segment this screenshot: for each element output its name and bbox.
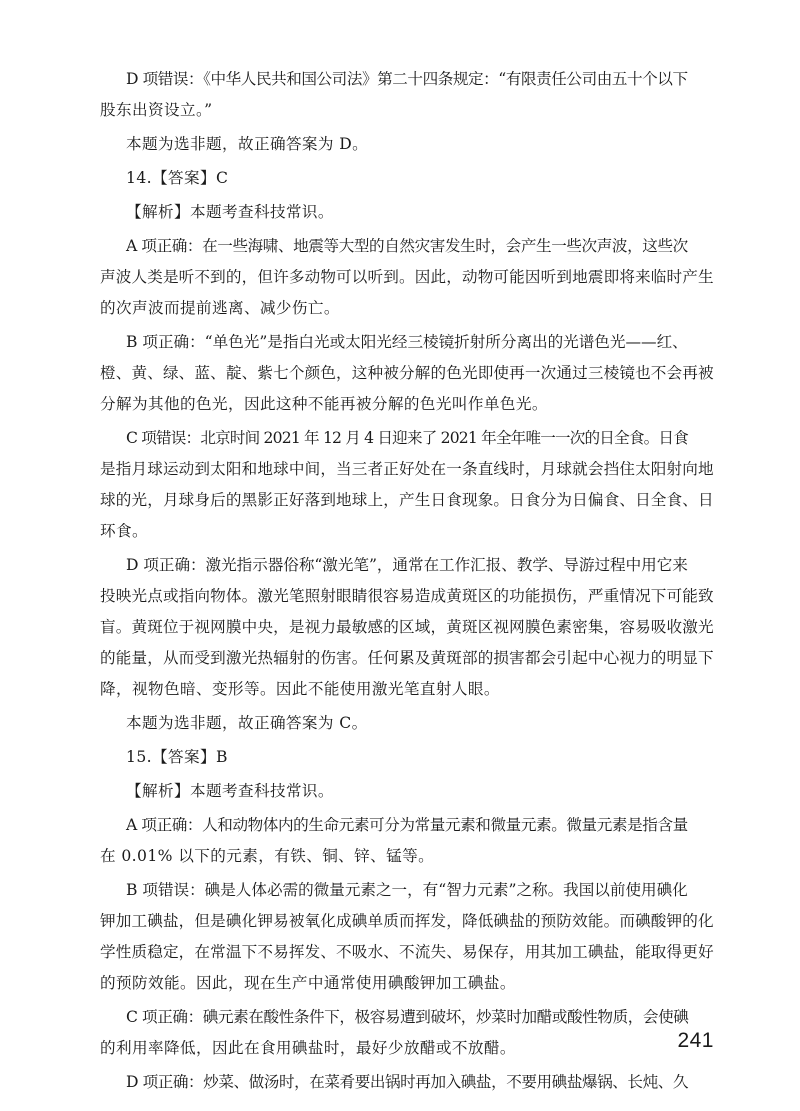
text-line: 橙、黄、绿、蓝、靛、紫七个颜色，这种被分解的色光即使再一次通过三棱镜也不会再被 — [100, 364, 714, 382]
text-line: A 项正确：在一些海啸、地震等大型的自然灾害发生时，会产生一些次声波，这些次 — [126, 237, 688, 255]
paragraph — [100, 231, 714, 324]
text-line: D 项正确：炒菜、做汤时，在菜肴要出锅时再加入碘盐，不要用碘盐爆锅、长炖、久 — [126, 1073, 689, 1091]
text-line: 的预防效能。因此，现在生产中通常使用碘酸钾加工碘盐。 — [100, 974, 516, 992]
text-line: 分解为其他的色光，因此这种不能再被分解的色光叫作单色光。 — [100, 395, 548, 413]
paragraph — [100, 1067, 714, 1098]
text-line: 本题为选非题，故正确答案为 D。 — [126, 135, 369, 153]
page-number: 241 — [677, 1029, 714, 1052]
paragraph — [100, 197, 714, 228]
paragraph — [100, 64, 714, 126]
paragraph — [100, 776, 714, 807]
text-line: 环食。 — [100, 522, 148, 540]
text-line: D 项错误：《中华人民共和国公司法》第二十四条规定：“有限责任公司由五十个以下 — [126, 70, 688, 88]
paragraph — [100, 129, 714, 160]
text-line: 本题为选非题，故正确答案为 C。 — [126, 714, 368, 732]
text-line: B 项错误：碘是人体必需的微量元素之一，有“智力元素”之称。我国以前使用碘化 — [126, 881, 688, 899]
paragraph — [100, 163, 714, 194]
text-line: 投映光点或指向物体。激光笔照射眼睛很容易造成黄斑区的功能损伤，严重情况下可能致 — [100, 587, 714, 605]
text-line: C 项错误：北京时间 2021 年 12 月 4 日迎来了 2021 年全年唯一一次的日全食。日食 — [126, 429, 688, 447]
text-line: C 项正确：碘元素在酸性条件下，极容易遭到破坏，炒菜时加醋或酸性物质，会使碘 — [126, 1008, 689, 1026]
text-line: A 项正确：人和动物体内的生命元素可分为常量元素和微量元素。微量元素是指含量 — [126, 816, 688, 834]
text-line: 声波人类是听不到的，但许多动物可以听到。因此，动物可能因听到地震即将来临时产生 — [100, 268, 714, 286]
text-line: 的能量，从而受到激光热辐射的伤害。任何累及黄斑部的损害都会引起中心视力的明显下 — [100, 649, 714, 667]
paragraph — [100, 810, 714, 872]
paragraph — [100, 708, 714, 739]
text-line: 股东出资设立。” — [100, 101, 213, 119]
text-line: B 项正确：“单色光”是指白光或太阳光经三棱镜折射所分离出的光谱色光——红、 — [126, 333, 688, 351]
text-line: 【解析】本题考查科技常识。 — [126, 782, 334, 800]
text-line: 的次声波而提前逃离、减少伤亡。 — [100, 299, 340, 317]
text-line: 降，视物色暗、变形等。因此不能使用激光笔直射人眼。 — [100, 680, 500, 698]
paragraph — [100, 423, 714, 547]
text-line: 在 0.01% 以下的元素，有铁、铜、锌、锰等。 — [100, 847, 435, 865]
text-line: 学性质稳定，在常温下不易挥发、不吸水、不流失、易保存，用其加工碘盐，能取得更好 — [100, 943, 714, 961]
document-body — [100, 64, 714, 1101]
text-line: 钾加工碘盐，但是碘化钾易被氧化成碘单质而挥发，降低碘盐的预防效能。而碘酸钾的化 — [100, 912, 714, 930]
text-line: 的利用率降低，因此在食用碘盐时，最好少放醋或不放醋。 — [100, 1039, 516, 1057]
paragraph — [100, 742, 714, 773]
text-line: 15.【答案】B — [126, 748, 228, 766]
text-line: 球的光，月球身后的黑影正好落到地球上，产生日食现象。日食分为日偏食、日全食、日 — [100, 491, 714, 509]
paragraph — [100, 875, 714, 999]
text-line: 14.【答案】C — [126, 169, 229, 187]
paragraph — [100, 1002, 714, 1064]
text-line: D 项正确：激光指示器俗称“激光笔”，通常在工作汇报、教学、导游过程中用它来 — [126, 556, 688, 574]
paragraph — [100, 327, 714, 420]
paragraph — [100, 550, 714, 705]
text-line: 【解析】本题考查科技常识。 — [126, 203, 334, 221]
text-line: 盲。黄斑位于视网膜中央，是视力最敏感的区域，黄斑区视网膜色素密集，容易吸收激光 — [100, 618, 714, 636]
text-line: 是指月球运动到太阳和地球中间，当三者正好处在一条直线时，月球就会挡住太阳射向地 — [100, 460, 714, 478]
